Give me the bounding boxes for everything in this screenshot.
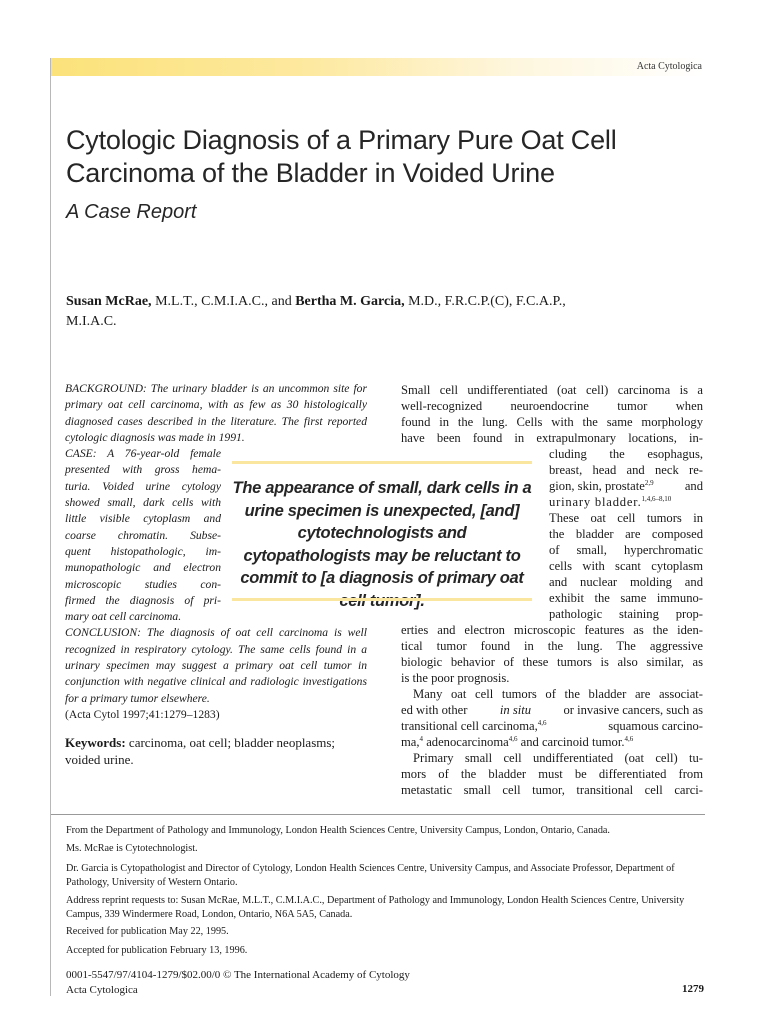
body-line: cells with scant cytoplasm (549, 559, 703, 573)
body-line: mors of the bladder must be differentiated from (401, 767, 703, 781)
affiliation-text: From the Department of Pathology and Immunology, London Health Sciences Centre, University Campus, London, Ontario, Canada. (66, 825, 610, 836)
footnote-received (66, 925, 706, 939)
case-line: turia. Voided urine cytology (65, 479, 221, 493)
body-line: Small cell undifferentiated (oat cell) carcinoma is a (401, 383, 703, 397)
footnote-mcrae (66, 842, 706, 856)
body-line-prostate (549, 478, 703, 494)
squamous-text: squamous carcino- (608, 719, 703, 733)
footer-journal: Acta Cytologica (66, 984, 138, 996)
abstract-case (65, 446, 221, 625)
case-line: microscopic studies con- (65, 577, 221, 591)
ref-carcinoid: 4,6 (624, 734, 634, 743)
pull-quote-bottom-rule (232, 598, 532, 601)
case-line: firmed the diagnosis of pri- (65, 593, 221, 607)
body-line: tical tumor found in the lung. The aggressive (401, 639, 703, 653)
journal-header: Acta Cytologica (636, 61, 702, 72)
garcia-text: Dr. Garcia is Cytopathologist and Director of Cytology, London Health Sciences Centre, University Campus, and Associate Professor, Department of Pathology, University of Western Ontario. (66, 863, 675, 888)
body-line: found in the lung. Cells with the same morphology (401, 415, 703, 429)
publication-code: 0001-5547/97/4104-1279/$02.00/0 © The International Academy of Cytology (66, 969, 410, 981)
author-2-degrees: M.D., F.R.C.P.(C), F.C.A.P., (404, 294, 566, 309)
title-line-1: Cytologic Diagnosis of a Primary Pure Oat Cell (66, 125, 617, 155)
page-number: 1279 (682, 983, 704, 995)
received-text: Received for publication May 22, 1995. (66, 926, 229, 937)
body-line: exhibit the same immuno- (549, 591, 703, 605)
article-title (66, 124, 726, 190)
abstract-conclusion: CONCLUSION: The diagnosis of oat cell carcinoma is well recognized in respiratory cytology. The same cells found in a urinary specimen may suggest a primary oat cell tumor in conjunction with negative clinical and radiologic investigations for a primary tumor elsewhere. (65, 626, 367, 705)
abstract-citation: (Acta Cytol 1997;41:1279–1283) (65, 707, 220, 721)
ma-text: ma, (401, 735, 420, 749)
insitu-post: or invasive cancers, such as (560, 703, 703, 717)
left-margin-rule-top (50, 58, 51, 818)
body-line: biologic behavior of these tumors is also similar, as (401, 655, 703, 669)
header-band (51, 58, 704, 76)
case-line: mary oat cell carcinoma. (65, 610, 182, 624)
body-line-tcc (401, 718, 703, 734)
case-line: presented with gross hema- (65, 463, 221, 477)
footnote-affiliation (66, 824, 706, 838)
body-line: Many oat cell tumors of the bladder are associat- (413, 687, 703, 701)
reprint-text: Address reprint requests to: Susan McRae, M.L.T., C.M.I.A.C., Department of Pathology and Immunology, London Health Sciences Centre, University Campus, 339 Windermere Road, London, Ontario, N6A 5A5, Canada. (66, 895, 685, 920)
body-line-insitu (401, 702, 703, 718)
footnote-rule (51, 814, 705, 815)
keywords-label: Keywords: (65, 735, 126, 750)
ref-tcc: 4,6 (537, 718, 547, 727)
ref-bladder: 1,4,6–8,10 (641, 494, 672, 503)
and-text: and (684, 479, 703, 493)
ref-adeno: 4,6 (508, 734, 518, 743)
carcinoid-text: and carcinoid tumor. (517, 735, 625, 749)
body-line: well-recognized neuroendocrine tumor when (401, 399, 703, 413)
bladder-text: urinary bladder. (549, 495, 642, 509)
footnote-reprint (66, 894, 706, 921)
prostate-text: gion, skin, prostate (549, 479, 645, 493)
ref-sq: 4 (419, 734, 424, 743)
body-line: of small, hyperchromatic (549, 543, 703, 557)
body-line: Primary small cell undifferentiated (oat cell) tu- (413, 751, 703, 765)
body-line: erties and electron microscopic features as the iden- (401, 623, 703, 637)
footer-block (66, 968, 410, 998)
keywords (65, 735, 367, 768)
case-line: CASE: A 76-year-old female (65, 447, 221, 461)
body-line-adeno (401, 734, 633, 750)
keywords-text: carcinoma, oat cell; bladder neoplasms; voided urine. (65, 735, 336, 767)
footnote-garcia (66, 862, 706, 889)
insitu-italic: in situ (499, 703, 532, 717)
tcc-text: transitional cell carcinoma, (401, 719, 538, 733)
case-line: showed small, dark cells with (65, 496, 221, 510)
case-line: munopathologic and electron (65, 561, 221, 575)
body-line-bladder (549, 494, 671, 510)
body-line: and nuclear molding and (549, 575, 703, 589)
body-line: breast, head and neck re- (549, 463, 703, 477)
body-line: These oat cell tumors in (549, 511, 703, 525)
pull-quote-text: The appearance of small, dark cells in a urine specimen is unexpected, [and] cytotechnologists and cytopathologists may be reluctant to commit to [a diagnosis of primary oat (232, 479, 532, 587)
footnote-accepted (66, 944, 706, 958)
author-and: and (271, 294, 296, 309)
author-list (66, 292, 706, 332)
body-line: cluding the esophagus, (549, 447, 703, 461)
case-line: little visible cytoplasm and (65, 512, 221, 526)
pull-quote-top-rule (232, 461, 532, 464)
case-line: quent histopathologic, im- (65, 544, 221, 558)
mcrae-text: Ms. McRae is Cytotechnologist. (66, 843, 198, 854)
body-line: have been found in extrapulmonary locations, in- (401, 431, 703, 445)
body-line: pathologic staining prop- (549, 607, 703, 621)
article-subtitle: A Case Report (66, 201, 197, 223)
body-line: the bladder are composed (549, 527, 703, 541)
author-1-name: Susan McRae, (66, 294, 152, 309)
case-line: coarse chromatin. Subse- (65, 528, 221, 542)
title-line-2: Carcinoma of the Bladder in Voided Urine (66, 158, 555, 188)
adeno-text: adenocarcinoma (423, 735, 509, 749)
body-line: metastatic small cell tumor, transitional cell carci- (401, 783, 703, 797)
author-1-degrees: M.L.T., C.M.I.A.C., (151, 294, 272, 309)
pull-quote-box (232, 461, 532, 601)
author-2-degrees-cont: M.I.A.C. (66, 314, 117, 329)
ref-prostate: 2,9 (644, 478, 654, 487)
abstract-background: BACKGROUND: The urinary bladder is an uncommon site for primary oat cell carcinoma, with as few as 30 histologically diagnosed cases described in the literature. The first reported cytologic diagnosis was made in 1991. (65, 382, 367, 444)
body-line: is the poor prognosis. (401, 671, 510, 685)
insitu-pre: ed with other (401, 703, 471, 717)
accepted-text: Accepted for publication February 13, 1996. (66, 945, 248, 956)
author-2-name: Bertha M. Garcia, (295, 294, 405, 309)
left-margin-rule-bottom (50, 818, 51, 996)
